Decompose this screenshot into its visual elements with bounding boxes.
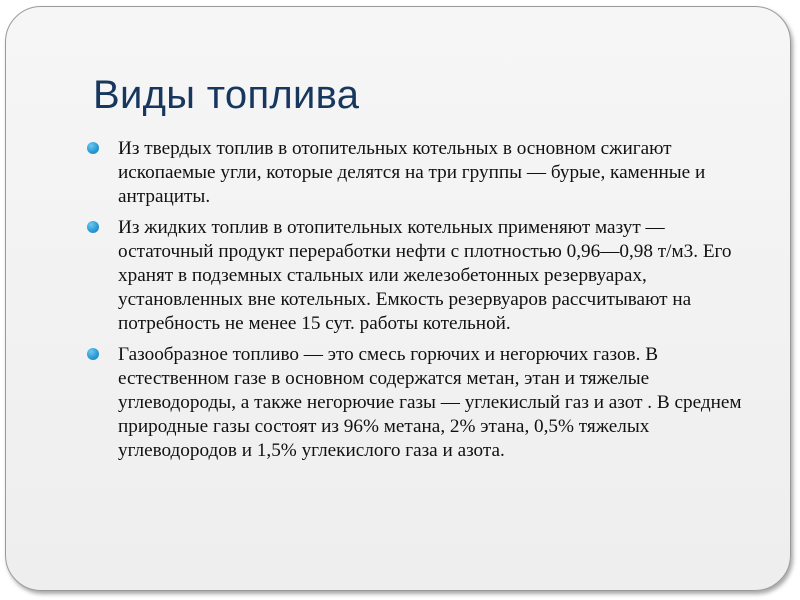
bullet-text: Из твердых топлив в отопительных котельных в основном сжигают ископаемые угли, которые делятся на три группы — бурые, каменные и антрациты. bbox=[118, 138, 706, 208]
bullet-text: Из жидких топлив в отопительных котельных применяют мазут — остаточный продукт переработки нефти с плотностью 0,96—0,98 т/м3. Его хранят в подземных стальных или железобетонных резервуарах, установленных вне котельных. Емкость резервуаров рассчитывают на потребность не менее 15 сут. работы котельной. bbox=[118, 216, 732, 335]
list-item bbox=[84, 343, 764, 464]
bullet-dot-icon bbox=[87, 221, 99, 233]
bullet-dot-icon bbox=[87, 348, 99, 360]
slide-frame bbox=[5, 6, 791, 591]
list-item bbox=[84, 216, 764, 337]
slide-title: Виды топлива bbox=[93, 73, 360, 117]
list-item bbox=[84, 137, 764, 210]
bullet-text: Газообразное топливо — это смесь горючих и негорючих газов. В естественном газе в основном содержатся метан, этан и тяжелые углеводороды, а также негорючие газы — углекислый газ и азот . В среднем природные газы состоят из 96% метана, 2% этана, 0,5% тяжелых углеводородов и 1,5% углекислого газа и азота. bbox=[118, 343, 742, 462]
bullet-dot-icon bbox=[87, 142, 99, 154]
bullet-list bbox=[84, 137, 764, 470]
